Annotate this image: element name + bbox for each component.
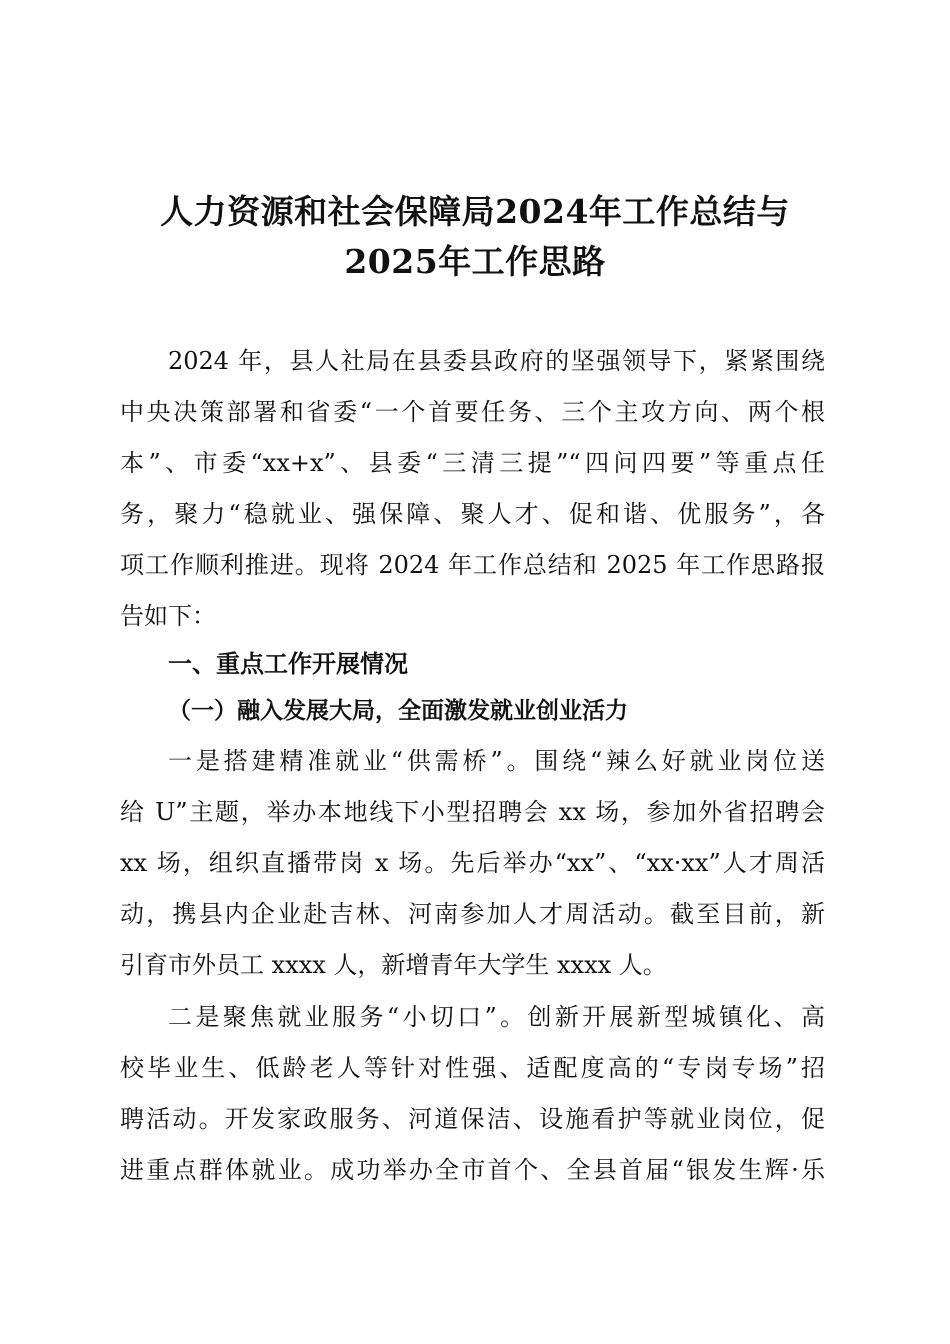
paragraph-line: 聘活动。开发家政服务、河道保洁、设施看护等就业岗位，促 [120, 1105, 825, 1133]
paragraph-line: 校毕业生、低龄老人等针对性强、适配度高的“专岗专场”招 [120, 1054, 825, 1082]
paragraph-line: 引育市外员工 xxxx 人，新增青年大学生 xxxx 人。 [120, 951, 667, 979]
paragraph-line: 给 U”主题，举办本地线下小型招聘会 xx 场，参加外省招聘会 [120, 798, 825, 826]
document-title-line-1: 人力资源和社会保障局2024年工作总结与 [160, 192, 790, 231]
paragraph-line: xx 场，组织直播带岗 x 场。先后举办“xx”、“xx·xx”人才周活 [120, 849, 825, 877]
paragraph-line: 动，携县内企业赴吉林、河南参加人才周活动。截至目前，新 [120, 900, 825, 928]
paragraph-line: 二是聚焦就业服务“小切口”。创新开展新型城镇化、高 [168, 1003, 825, 1031]
intro-line: 告如下： [120, 602, 216, 630]
intro-line: 中央决策部署和省委“一个首要任务、三个主攻方向、两个根 [120, 398, 825, 426]
section-heading: 一、重点工作开展情况 [168, 650, 408, 678]
document-title-line-2: 2025年工作思路 [344, 242, 606, 281]
paragraph-line: 一是搭建精准就业“供需桥”。围绕“辣么好就业岗位送 [168, 747, 825, 775]
intro-line: 项工作顺利推进。现将 2024 年工作总结和 2025 年工作思路报 [120, 551, 825, 579]
intro-line: 本”、市委“xx+x”、县委“三清三提”“四问四要”等重点任 [120, 449, 825, 477]
subsection-heading: （一）融入发展大局，全面激发就业创业活力 [168, 697, 628, 724]
intro-line: 务，聚力“稳就业、强保障、聚人才、促和谐、优服务”，各 [120, 500, 825, 528]
paragraph-line: 进重点群体就业。成功举办全市首个、全县首届“银发生辉·乐 [120, 1156, 825, 1184]
intro-line: 2024 年，县人社局在县委县政府的坚强领导下，紧紧围绕 [168, 347, 825, 375]
